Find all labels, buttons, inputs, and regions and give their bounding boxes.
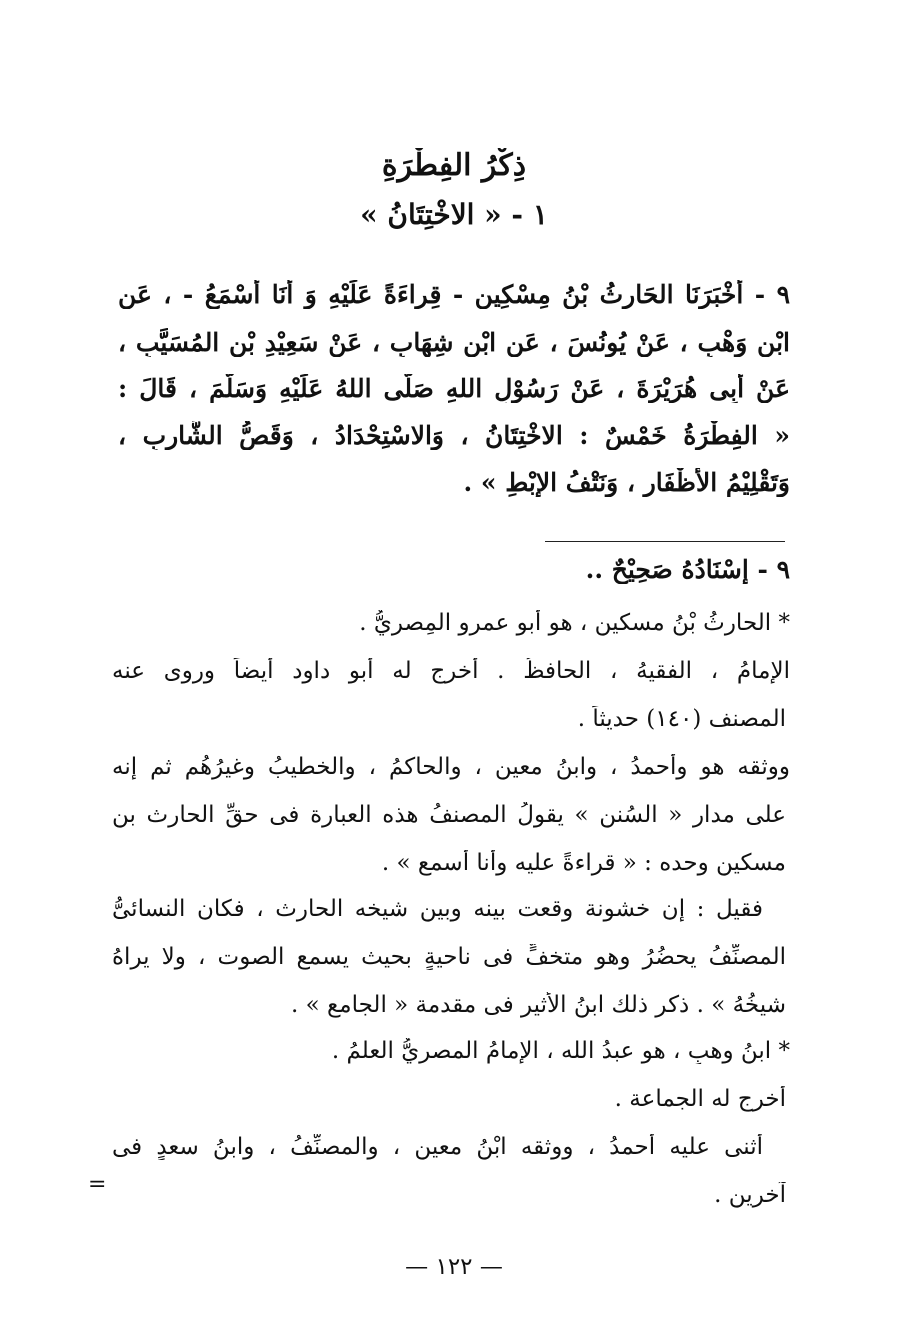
- continuation-mark: =: [88, 1172, 107, 1197]
- chapter-title: ذِكْرُ الفِطْرَةِ: [381, 148, 527, 183]
- commentary-line: المصنِّفُ يحضُرُ وهو متخفٍّ فى ناحيةٍ بحيث يسمع الصوت ، ولا يراهُ: [112, 944, 786, 970]
- hadith-line: عَنْ أَبِى هُرَيْرَةَ ، عَنْ رَسُوْلِ اللهِ صَلَّى اللهُ عَلَيْهِ وَسَلَّمَ ، قَالَ :: [118, 374, 790, 403]
- hadith-line: ٩ - أَخْبَرَنَا الحَارِثُ بْنُ مِسْكِينٍ - قِراءَةً عَلَيْهِ وَ أَنَا أَسْمَعُ - ، عَنِ: [118, 280, 790, 309]
- hadith-line: وَتَقْلِيْمُ الأَظْفَارِ ، وَنَتْفُ الإِبْطِ » .: [463, 468, 790, 497]
- hadith-line: ابْنِ وَهْبٍ ، عَنْ يُونُسَ ، عَنِ ابْنِ شِهَابٍ ، عَنْ سَعِيْدِ بْنِ المُسَيَّبِ ،: [118, 328, 790, 357]
- commentary-line: آخرين .: [714, 1182, 786, 1208]
- hadith-line: « الفِطْرَةُ خَمْسٌ : الاخْتِتَانُ ، وَالاسْتِحْدَادُ ، وَقَصُّ الشَّارِبِ ،: [118, 421, 790, 450]
- commentary-line: شيخُهُ » . ذكر ذلك ابنُ الأثير فى مقدمة « الجامع » .: [291, 992, 786, 1018]
- commentary-line: * ابنُ وهبٍ ، هو عبدُ الله ، الإمامُ المصريُّ العلمُ .: [331, 1038, 790, 1064]
- isnad-grade: ٩ - إِسْنَادُهُ صَحِيْحٌ ..: [585, 555, 790, 584]
- commentary-line: على مدار « السُنن » يقولُ المصنفُ هذه العبارة فى حقِّ الحارث بن: [112, 802, 786, 828]
- commentary-line: ووثقه هو وأحمدُ ، وابنُ معين ، والحاكمُ ، والخطيبُ وغيرُهُم ثم إنه: [112, 754, 790, 780]
- commentary-line: أخرج له الجماعة .: [614, 1086, 786, 1112]
- commentary-line: أثنى عليه أحمدُ ، ووثقه ابْنُ معينٍ ، والمصنِّفُ ، وابنُ سعدٍ فى: [112, 1134, 763, 1160]
- page-number: — ١٢٢ —: [405, 1254, 503, 1280]
- section-title: ١ - « الاخْتِتَانُ »: [360, 198, 548, 231]
- commentary-line: الإمامُ ، الفقيهُ ، الحافظُ . أخرج له أبو داود أيضاً وروى عنه: [112, 658, 790, 684]
- commentary-line: مسكين وحده : « قراءةً عليه وأنا أسمع » .: [381, 850, 786, 876]
- commentary-line: فقيل : إن خشونة وقعت بينه وبين شيخه الحارث ، فكان النسائىُّ: [112, 896, 763, 922]
- commentary-line: * الحارثُ بْنُ مسكين ، هو أبو عمرو المِصريُّ .: [359, 610, 790, 636]
- commentary-line: المصنف (١٤٠) حديثاً .: [577, 706, 786, 732]
- footnote-divider: [545, 541, 785, 542]
